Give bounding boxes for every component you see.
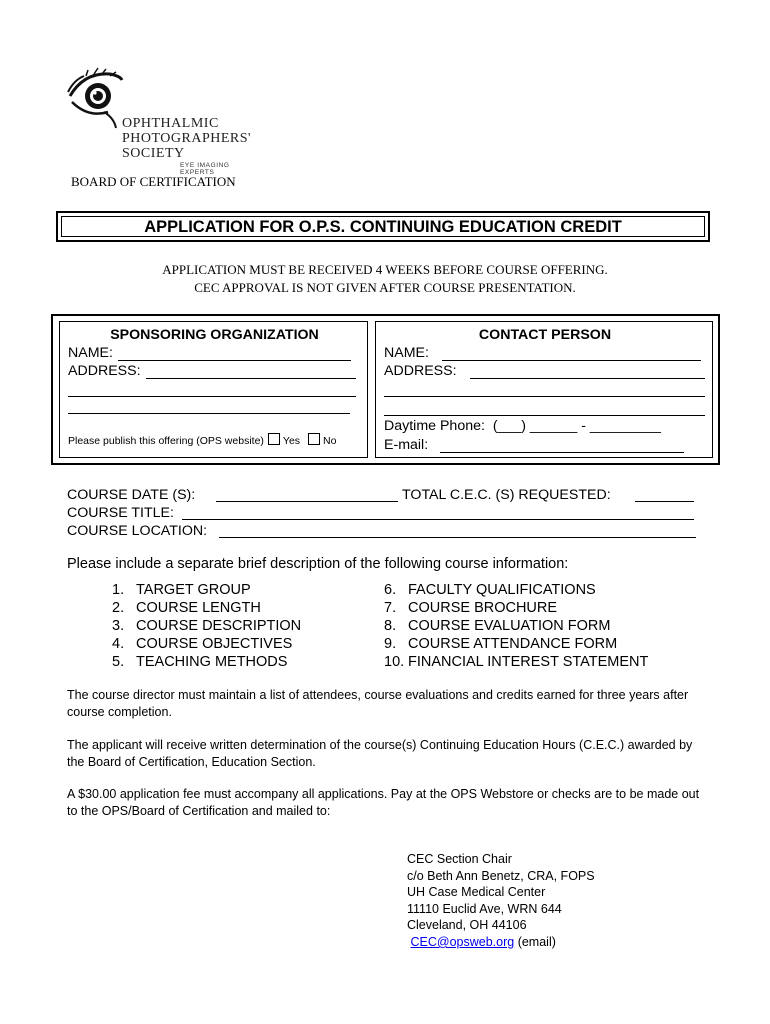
phone-label: Daytime Phone:	[384, 418, 485, 434]
publish-yes-label: Yes	[282, 435, 301, 447]
contact-phone[interactable]	[384, 417, 661, 435]
publish-no-label: No	[323, 435, 337, 447]
mailing-address	[407, 851, 595, 951]
publish-option	[68, 433, 336, 448]
paragraph-determination: The applicant will receive written determination of the course(s) Continuing Education Hours (C.E.C.) awarded by the Board of Certification, Education Section.	[67, 738, 693, 769]
list-item: 2. COURSE LENGTH	[112, 600, 261, 616]
total-cec-label: TOTAL C.E.C. (S) REQUESTED:	[402, 487, 611, 503]
list-item: 7. COURSE BROCHURE	[384, 600, 558, 616]
sponsor-address-field-3[interactable]	[68, 413, 350, 414]
total-cec-field[interactable]	[635, 501, 694, 502]
logo-line1: OPHTHALMIC	[122, 116, 219, 131]
list-item: 6. FACULTY QUALIFICATIONS	[384, 582, 596, 598]
publish-yes-checkbox[interactable]	[268, 433, 280, 445]
list-item: 9. COURSE ATTENDANCE FORM	[384, 636, 618, 652]
sponsor-address-field-1[interactable]	[146, 378, 356, 379]
list-item: 5. TEACHING METHODS	[112, 654, 288, 670]
publish-no-checkbox[interactable]	[308, 433, 320, 445]
course-info-list-right	[384, 581, 648, 671]
eye-icon	[64, 66, 128, 130]
notice-line-1: APPLICATION MUST BE RECEIVED 4 WEEKS BEFORE COURSE OFFERING.	[162, 262, 608, 277]
contact-box	[375, 321, 713, 458]
contact-name-label: NAME:	[384, 345, 429, 361]
course-date-label: COURSE DATE (S):	[67, 487, 196, 503]
course-title-field[interactable]	[182, 519, 694, 520]
logo-tagline: EYE IMAGING EXPERTS	[180, 162, 230, 176]
list-item: 4. COURSE OBJECTIVES	[112, 636, 293, 652]
list-item: 8. COURSE EVALUATION FORM	[384, 618, 611, 634]
list-item: 10. FINANCIAL INTEREST STATEMENT	[384, 654, 649, 670]
sponsor-name-field[interactable]	[118, 360, 351, 361]
contact-address-label: ADDRESS:	[384, 363, 457, 379]
sponsor-heading: SPONSORING ORGANIZATION	[110, 327, 319, 343]
include-instructions: Please include a separate brief description of the following course information:	[67, 556, 569, 572]
course-date-field[interactable]	[216, 501, 398, 502]
course-title-label: COURSE TITLE:	[67, 505, 174, 521]
list-item: 1. TARGET GROUP	[112, 582, 251, 598]
contact-address-field-2[interactable]	[384, 396, 705, 397]
address-email-line	[407, 934, 595, 951]
contact-name-field[interactable]	[442, 360, 701, 361]
address-line: Cleveland, OH 44106	[407, 918, 527, 933]
sponsor-box	[59, 321, 368, 458]
contact-email-field[interactable]	[440, 452, 684, 453]
publish-text: Please publish this offering (OPS website)	[68, 435, 264, 447]
board-label: BOARD OF CERTIFICATION	[71, 174, 236, 189]
contact-address-field-3[interactable]	[384, 415, 705, 416]
sponsor-address-field-2[interactable]	[68, 396, 356, 397]
cec-email-link[interactable]: CEC@opsweb.org	[410, 934, 515, 949]
notice-line-2: CEC APPROVAL IS NOT GIVEN AFTER COURSE PRESENTATION.	[194, 280, 576, 295]
address-line: UH Case Medical Center	[407, 885, 546, 900]
course-info-list-left	[112, 581, 301, 671]
logo-line2: PHOTOGRAPHERS'	[122, 131, 252, 146]
list-item: 3. COURSE DESCRIPTION	[112, 618, 302, 634]
sponsor-name-label: NAME:	[68, 345, 113, 361]
ops-logo	[64, 66, 254, 176]
contact-email-label: E-mail:	[384, 437, 429, 453]
title-box	[56, 211, 710, 242]
email-suffix: (email)	[517, 934, 556, 949]
logo-line3: SOCIETY	[122, 146, 185, 161]
sponsor-address-label: ADDRESS:	[68, 363, 141, 379]
paragraph-fee: A $30.00 application fee must accompany all applications. Pay at the OPS Webstore or checks are to be made out to the OPS/Board of Certification and mailed to:	[67, 787, 700, 818]
paragraph-attendees: The course director must maintain a list of attendees, course evaluations and credits earned for three years after course completion.	[67, 688, 689, 719]
course-location-label: COURSE LOCATION:	[67, 523, 208, 539]
course-location-field[interactable]	[219, 537, 696, 538]
contact-address-field-1[interactable]	[470, 378, 705, 379]
address-line: c/o Beth Ann Benetz, CRA, FOPS	[407, 868, 595, 883]
contact-heading: CONTACT PERSON	[478, 327, 612, 343]
phone-field[interactable]: (___) ______ - _________	[492, 418, 661, 434]
address-line: 11110 Euclid Ave, WRN 644	[407, 901, 562, 916]
page-title: APPLICATION FOR O.P.S. CONTINUING EDUCATION CREDIT	[61, 216, 705, 237]
address-line: CEC Section Chair	[407, 852, 512, 866]
